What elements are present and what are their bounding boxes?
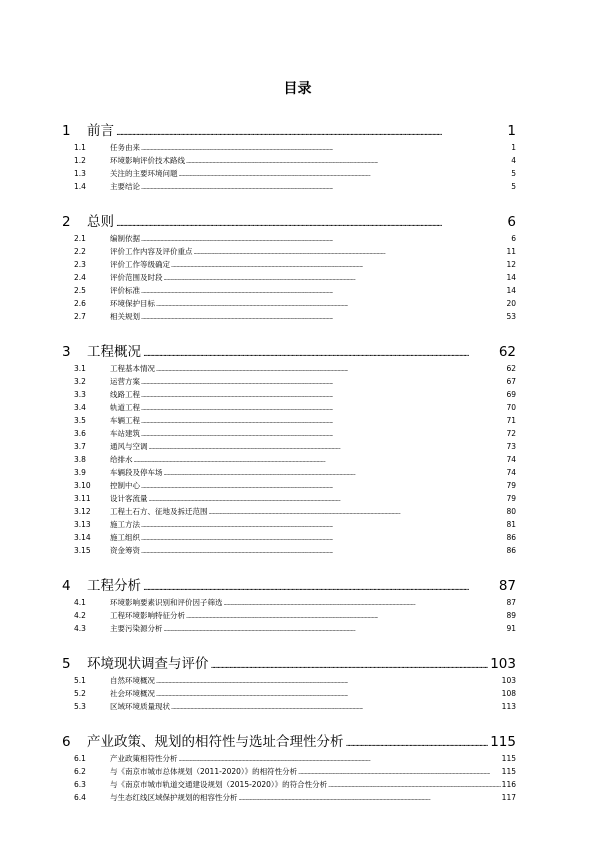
- section-title: 工程环境影响特征分析: [110, 611, 185, 620]
- dot-leader: [143, 347, 497, 361]
- section-number: 3.5: [74, 416, 86, 425]
- section-number: 5.2: [74, 689, 86, 698]
- page-number: 12: [506, 260, 516, 269]
- page-number: 91: [506, 624, 516, 633]
- chapter-number: 4: [62, 578, 71, 594]
- page-number: 74: [506, 468, 516, 477]
- dot-leader: [156, 678, 501, 686]
- dot-leader: [141, 483, 505, 491]
- page-number: 103: [490, 656, 516, 672]
- section-title: 车站建筑: [110, 429, 140, 438]
- page-number: 67: [506, 377, 516, 386]
- section-number: 3.1: [74, 364, 86, 373]
- dot-leader: [179, 171, 511, 179]
- dot-leader: [171, 704, 501, 712]
- dot-leader: [194, 249, 506, 257]
- page-number: 103: [501, 676, 516, 685]
- section-number: 2.6: [74, 299, 86, 308]
- section-title: 与生态红线区域保护规划的相容性分析: [110, 793, 238, 802]
- page-number: 115: [501, 767, 516, 776]
- section-number: 4.1: [74, 598, 86, 607]
- section-title: 与《南京市城市总体规划（2011-2020）》的相符性分析: [110, 767, 298, 776]
- dot-leader: [179, 756, 501, 764]
- page-number: 117: [501, 793, 516, 802]
- dot-leader: [171, 262, 505, 270]
- toc-section-entry[interactable]: [62, 517, 516, 530]
- page-number: 115: [501, 754, 516, 763]
- toc-section-entry[interactable]: [62, 478, 516, 491]
- toc-section-entry[interactable]: [62, 764, 516, 777]
- section-number: 1.1: [74, 143, 86, 152]
- section-number: 1.4: [74, 182, 86, 191]
- dot-leader: [164, 470, 506, 478]
- chapter-number: 2: [62, 214, 71, 230]
- section-title: 工程土石方、征地及拆迁范围: [110, 507, 208, 516]
- chapter-title: 产业政策、规划的相符性与选址合理性分析: [87, 734, 344, 750]
- toc-section-entry[interactable]: [62, 231, 516, 244]
- page-number: 70: [506, 403, 516, 412]
- toc-section-entry[interactable]: [62, 270, 516, 283]
- section-number: 3.9: [74, 468, 86, 477]
- toc-section-entry[interactable]: [62, 777, 516, 790]
- toc-section-entry[interactable]: [62, 374, 516, 387]
- section-title: 主要污染源分析: [110, 624, 163, 633]
- dot-leader: [143, 581, 497, 595]
- section-title: 任务由来: [110, 143, 140, 152]
- dot-leader: [156, 366, 505, 374]
- dot-leader: [328, 782, 501, 790]
- page-number: 11: [506, 247, 516, 256]
- section-title: 评价范围及时段: [110, 273, 163, 282]
- chapter-title: 前言: [87, 123, 114, 139]
- dot-leader: [298, 769, 501, 777]
- toc-section-entry[interactable]: [62, 608, 516, 621]
- toc-chapter-entry[interactable]: [62, 639, 516, 673]
- dot-leader: [141, 145, 510, 153]
- section-title: 环境影响要素识别和评价因子筛选: [110, 598, 223, 607]
- chapter-number: 5: [62, 656, 71, 672]
- section-title: 运营方案: [110, 377, 140, 386]
- page-number: 81: [506, 520, 516, 529]
- section-number: 2.5: [74, 286, 86, 295]
- toc-section-entry[interactable]: [62, 361, 516, 374]
- chapter-title: 工程分析: [87, 578, 141, 594]
- page-number: 62: [498, 344, 516, 360]
- toc-section-entry[interactable]: [62, 699, 516, 712]
- section-title: 编制依据: [110, 234, 140, 243]
- section-number: 2.3: [74, 260, 86, 269]
- section-title: 相关规划: [110, 312, 140, 321]
- section-title: 与《南京市城市轨道交通建设规划（2015-2020）》的符合性分析: [110, 780, 328, 789]
- dot-leader: [141, 379, 505, 387]
- page-number: 5: [511, 182, 516, 191]
- toc-section-entry[interactable]: [62, 166, 516, 179]
- page-number: 74: [506, 455, 516, 464]
- section-title: 施工方法: [110, 520, 140, 529]
- chapter-title: 总则: [87, 214, 114, 230]
- toc-section-entry[interactable]: [62, 413, 516, 426]
- section-title: 环境影响评价技术路线: [110, 156, 185, 165]
- toc-chapter-entry[interactable]: [62, 327, 516, 361]
- chapter-number: 6: [62, 734, 71, 750]
- toc-section-entry[interactable]: [62, 426, 516, 439]
- toc-section-entry[interactable]: [62, 452, 516, 465]
- section-number: 3.11: [74, 494, 91, 503]
- toc-section-entry[interactable]: [62, 686, 516, 699]
- dot-leader: [141, 535, 505, 543]
- section-title: 资金筹资: [110, 546, 140, 555]
- section-number: 1.3: [74, 169, 86, 178]
- toc-title: 目录: [283, 81, 312, 97]
- section-title: 评价工作等级确定: [110, 260, 170, 269]
- dot-leader: [141, 548, 505, 556]
- chapter-number: 3: [62, 344, 71, 360]
- page-number: 1: [507, 123, 516, 139]
- section-number: 3.4: [74, 403, 86, 412]
- section-number: 3.13: [74, 520, 91, 529]
- section-number: 5.1: [74, 676, 86, 685]
- section-number: 2.7: [74, 312, 86, 321]
- toc-section-entry[interactable]: [62, 140, 516, 153]
- page-number: 79: [506, 494, 516, 503]
- section-title: 自然环境概况: [110, 676, 155, 685]
- section-title: 车辆段及停车场: [110, 468, 163, 477]
- dot-leader: [141, 184, 510, 192]
- toc-section-entry[interactable]: [62, 309, 516, 322]
- toc-chapter-entry[interactable]: [62, 197, 516, 231]
- toc-section-entry[interactable]: [62, 673, 516, 686]
- section-number: 3.3: [74, 390, 86, 399]
- page-number: 5: [511, 169, 516, 178]
- section-number: 3.15: [74, 546, 91, 555]
- chapter-number: 1: [62, 123, 71, 139]
- section-number: 3.10: [74, 481, 91, 490]
- dot-leader: [116, 126, 505, 140]
- dot-leader: [149, 444, 506, 452]
- page-number: 113: [501, 702, 516, 711]
- page-number: 71: [506, 416, 516, 425]
- toc-section-entry[interactable]: [62, 400, 516, 413]
- page-number: 87: [498, 578, 516, 594]
- section-spacer: [62, 803, 516, 808]
- toc-section-entry[interactable]: [62, 179, 516, 192]
- section-title: 产业政策相符性分析: [110, 754, 178, 763]
- toc-section-entry[interactable]: [62, 491, 516, 504]
- section-title: 通风与空调: [110, 442, 148, 451]
- page-number: 53: [506, 312, 516, 321]
- dot-leader: [149, 496, 506, 504]
- page-number: 80: [506, 507, 516, 516]
- section-title: 工程基本情况: [110, 364, 155, 373]
- toc-chapter-entry[interactable]: [62, 561, 516, 595]
- section-title: 主要结论: [110, 182, 140, 191]
- toc-section-entry[interactable]: [62, 530, 516, 543]
- section-number: 3.7: [74, 442, 86, 451]
- toc-chapter-entry[interactable]: [62, 106, 516, 140]
- section-number: 6.3: [74, 780, 86, 789]
- toc-section-entry[interactable]: [62, 283, 516, 296]
- toc-chapter-entry[interactable]: [62, 717, 516, 751]
- page-number: 20: [506, 299, 516, 308]
- page-number: 6: [511, 234, 516, 243]
- toc-section-entry[interactable]: [62, 595, 516, 608]
- section-title: 轨道工程: [110, 403, 140, 412]
- toc-section-entry[interactable]: [62, 504, 516, 517]
- section-number: 2.2: [74, 247, 86, 256]
- dot-leader: [141, 522, 505, 530]
- section-number: 5.3: [74, 702, 86, 711]
- toc-section-entry[interactable]: [62, 244, 516, 257]
- section-number: 3.12: [74, 507, 91, 516]
- page-number: 69: [506, 390, 516, 399]
- toc-section-entry[interactable]: [62, 751, 516, 764]
- section-number: 6.4: [74, 793, 86, 802]
- page-number: 87: [506, 598, 516, 607]
- section-title: 区域环境质量现状: [110, 702, 170, 711]
- toc-section-entry[interactable]: [62, 257, 516, 270]
- section-number: 3.6: [74, 429, 86, 438]
- page-number: 116: [501, 780, 516, 789]
- section-title: 关注的主要环境问题: [110, 169, 178, 178]
- dot-leader: [224, 600, 506, 608]
- toc-section-entry[interactable]: [62, 439, 516, 452]
- section-title: 评价标准: [110, 286, 140, 295]
- page-number: 108: [501, 689, 516, 698]
- page-number: 14: [506, 286, 516, 295]
- page-number: 62: [506, 364, 516, 373]
- toc-section-entry[interactable]: [62, 153, 516, 166]
- section-title: 线路工程: [110, 390, 140, 399]
- section-title: 车辆工程: [110, 416, 140, 425]
- dot-leader: [141, 431, 505, 439]
- section-number: 3.2: [74, 377, 86, 386]
- dot-leader: [134, 457, 506, 465]
- page-number: 72: [506, 429, 516, 438]
- toc-section-entry[interactable]: [62, 621, 516, 634]
- dot-leader: [141, 392, 505, 400]
- section-number: 2.1: [74, 234, 86, 243]
- dot-leader: [164, 626, 506, 634]
- dot-leader: [116, 217, 505, 231]
- page-number: 86: [506, 533, 516, 542]
- page-number: 89: [506, 611, 516, 620]
- chapter-title: 环境现状调查与评价: [87, 656, 209, 672]
- page-number: 4: [511, 156, 516, 165]
- page-number: 73: [506, 442, 516, 451]
- toc-section-entry[interactable]: [62, 543, 516, 556]
- page-number: 6: [507, 214, 516, 230]
- table-of-contents: [62, 106, 516, 808]
- dot-leader: [186, 613, 505, 621]
- dot-leader: [141, 418, 505, 426]
- toc-section-entry[interactable]: [62, 465, 516, 478]
- section-number: 1.2: [74, 156, 86, 165]
- section-number: 6.2: [74, 767, 86, 776]
- dot-leader: [164, 275, 506, 283]
- section-number: 3.8: [74, 455, 86, 464]
- page-number: 1: [511, 143, 516, 152]
- dot-leader: [141, 236, 510, 244]
- section-number: 3.14: [74, 533, 91, 542]
- section-title: 环境保护目标: [110, 299, 155, 308]
- dot-leader: [141, 288, 505, 296]
- dot-leader: [156, 691, 501, 699]
- dot-leader: [141, 314, 505, 322]
- page-number: 115: [490, 734, 516, 750]
- page-number: 14: [506, 273, 516, 282]
- section-title: 设计客流量: [110, 494, 148, 503]
- dot-leader: [346, 737, 489, 751]
- section-number: 4.3: [74, 624, 86, 633]
- dot-leader: [186, 158, 510, 166]
- page-number: 79: [506, 481, 516, 490]
- toc-section-entry[interactable]: [62, 387, 516, 400]
- page-number: 86: [506, 546, 516, 555]
- section-title: 施工组织: [110, 533, 140, 542]
- chapter-title: 工程概况: [87, 344, 141, 360]
- dot-leader: [156, 301, 505, 309]
- section-number: 4.2: [74, 611, 86, 620]
- section-number: 6.1: [74, 754, 86, 763]
- dot-leader: [211, 659, 489, 673]
- dot-leader: [209, 509, 506, 517]
- dot-leader: [141, 405, 505, 413]
- toc-section-entry[interactable]: [62, 296, 516, 309]
- section-title: 控制中心: [110, 481, 140, 490]
- dot-leader: [239, 795, 501, 803]
- section-title: 评价工作内容及评价重点: [110, 247, 193, 256]
- section-title: 给排水: [110, 455, 133, 464]
- toc-section-entry[interactable]: [62, 790, 516, 803]
- section-number: 2.4: [74, 273, 86, 282]
- section-title: 社会环境概况: [110, 689, 155, 698]
